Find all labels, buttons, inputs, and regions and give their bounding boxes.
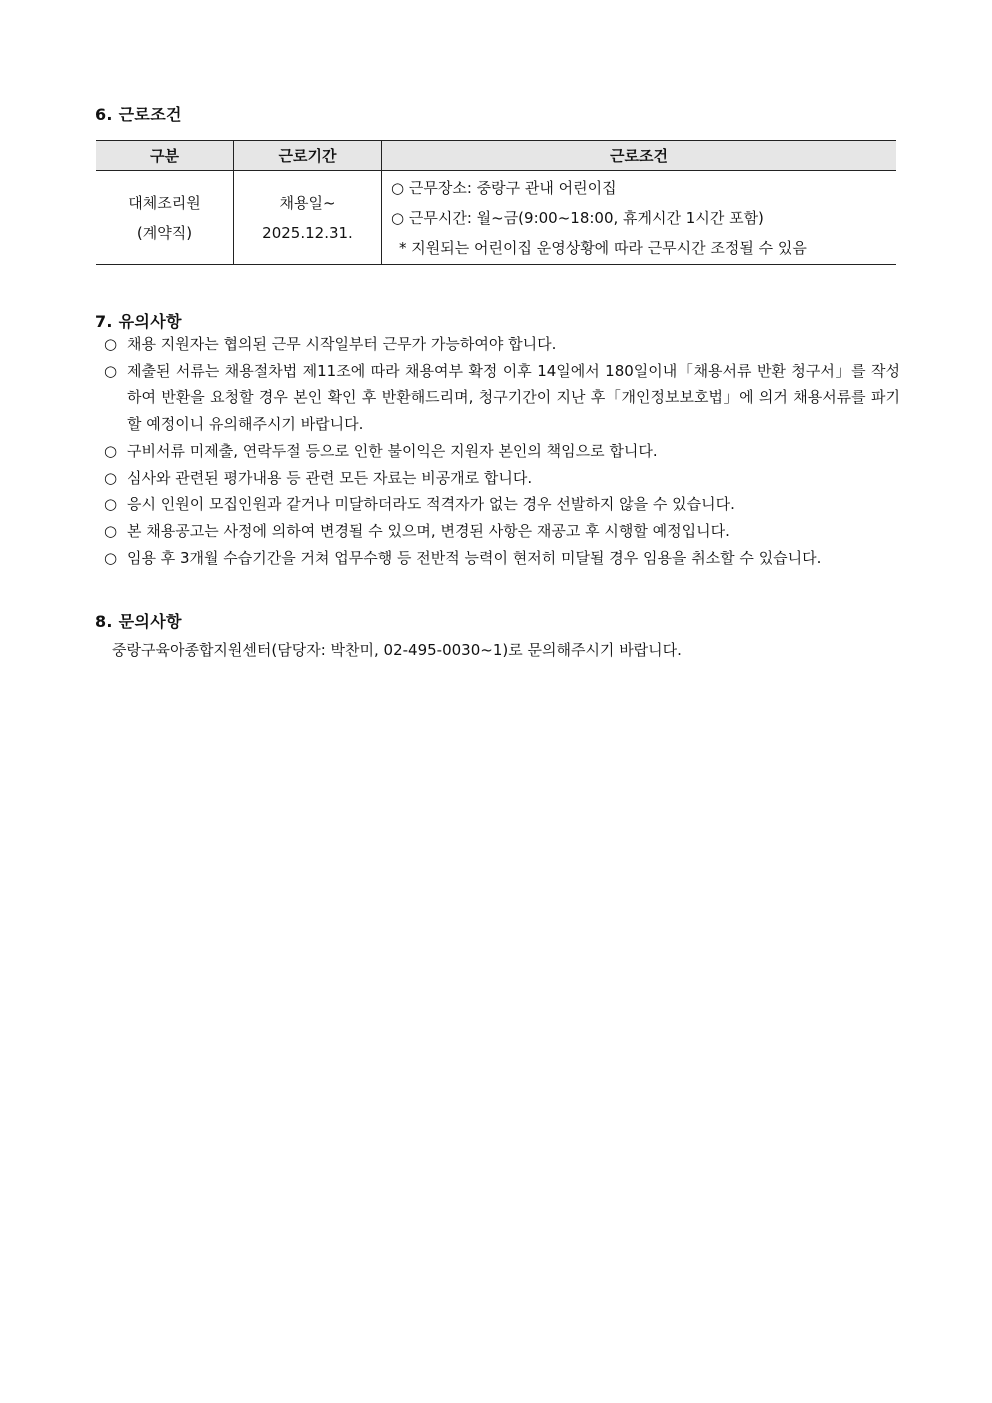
note-text: 심사와 관련된 평가내용 등 관련 모든 자료는 비공개로 합니다. [127,468,533,487]
list-item [104,358,900,438]
cell-conditions [382,171,897,265]
note-text: 구비서류 미제출, 연락두절 등으로 인한 불이익은 지원자 본인의 책임으로 합니다. [127,441,658,460]
cell-position [96,171,234,265]
section-8-heading: 8. 문의사항 [95,612,182,631]
bullet-icon: ○ [104,335,118,353]
period-end: 2025.12.31. [262,223,353,242]
note-text: 응시 인원이 모집인원과 같거나 미달하더라도 적격자가 없는 경우 선발하지 않을 수 있습니다. [127,495,735,514]
header-period: 근로기간 [234,141,382,171]
list-item [104,465,900,492]
note-text: 본 채용공고는 사정에 의하여 변경될 수 있으며, 변경된 사항은 재공고 후 시행할 예정입니다. [127,521,730,540]
list-item [104,491,900,518]
position-title: 대체조리원 [128,193,201,212]
list-item [104,518,900,545]
cell-period [234,171,382,265]
section-6-heading: 6. 근로조건 [95,105,182,124]
bullet-icon: ○ [104,548,118,567]
position-type: (계약직) [136,223,193,242]
list-item [104,331,900,358]
condition-location: ○ 근무장소: 중랑구 관내 어린이집 [391,178,617,197]
header-category: 구분 [96,141,234,171]
table-header-row [96,141,896,171]
bullet-icon: ○ [104,468,118,487]
table-row [96,171,896,265]
note-text: 채용 지원자는 협의된 근무 시작일부터 근무가 가능하여야 합니다. [127,335,557,353]
contact-info: 중랑구육아종합지원센터(담당자: 박찬미, 02-495-0030~1)로 문의해주시기 바랍니다. [112,641,682,659]
list-item [104,438,900,465]
note-text: 제출된 서류는 채용절차법 제11조에 따라 채용여부 확정 이후 14일에서 180일이내「채용서류 반환 청구서」를 작성하여 반환을 요청할 경우 본인 확인 후 반환해드리며, 청구기간이 지난 후「개인정보보호법」에 의거 채용서류를 파기 할 예정이니 유의해주시기 바랍니다. [127,361,900,434]
condition-note: * 지원되는 어린이집 운영상황에 따라 근무시간 조정될 수 있음 [399,238,807,257]
bullet-icon: ○ [104,441,118,460]
list-item [104,545,900,572]
condition-hours: ○ 근무시간: 월~금(9:00~18:00, 휴게시간 1시간 포함) [391,208,764,227]
period-start: 채용일~ [279,193,336,212]
section-7-heading: 7. 유의사항 [95,312,182,331]
notes-list [104,331,900,571]
header-conditions: 근로조건 [382,141,897,171]
note-text: 임용 후 3개월 수습기간을 거쳐 업무수행 등 전반적 능력이 현저히 미달될 경우 임용을 취소할 수 있습니다. [127,548,822,567]
work-conditions-table [96,140,896,265]
bullet-icon: ○ [104,361,118,380]
bullet-icon: ○ [104,495,118,514]
bullet-icon: ○ [104,521,118,540]
